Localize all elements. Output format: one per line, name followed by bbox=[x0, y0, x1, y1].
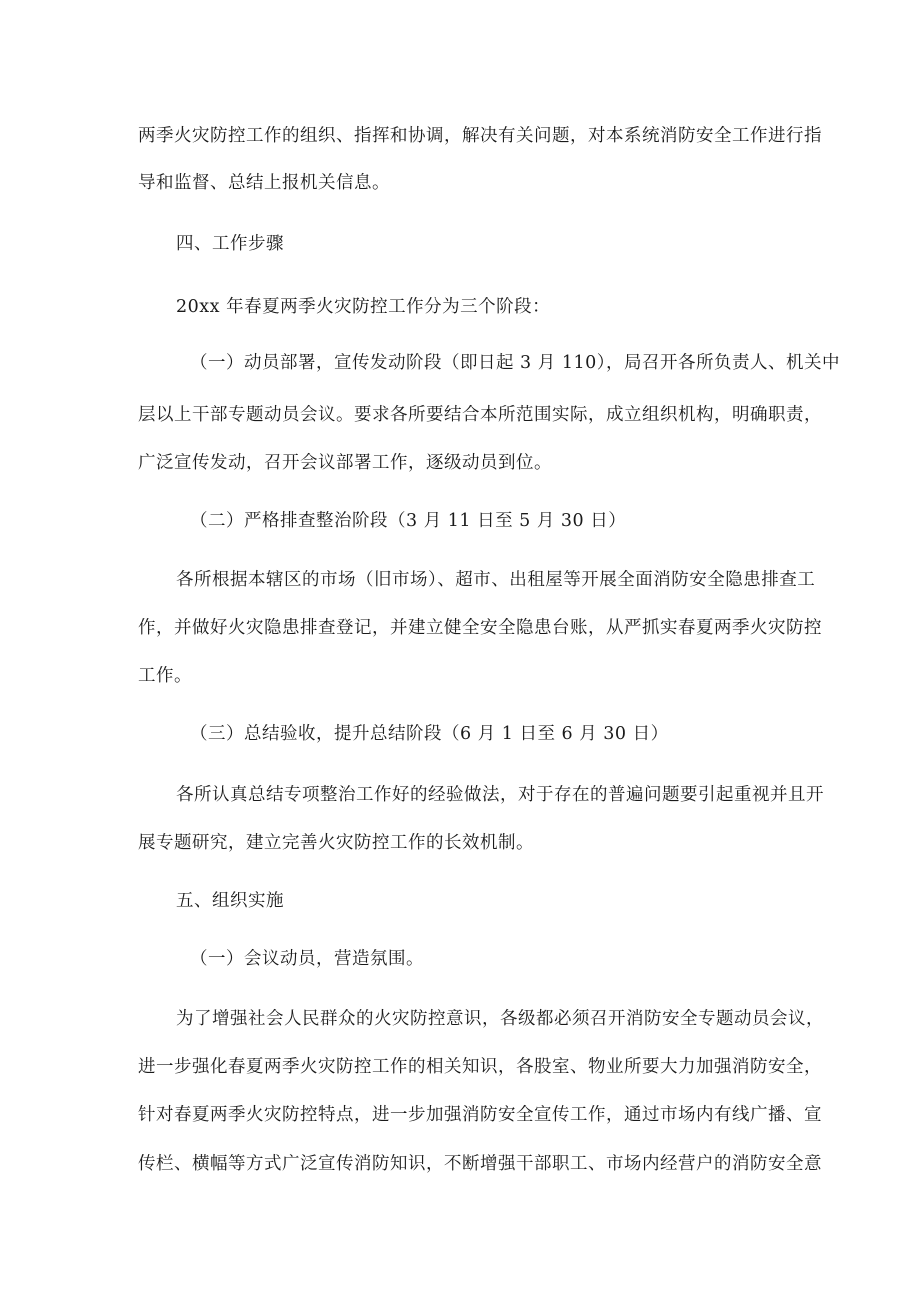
paragraph-line: 广泛宣传发动，召开会议部署工作，逐级动员到位。 bbox=[138, 453, 552, 473]
paragraph-line: 20xx 年春夏两季火灾防控工作分为三个阶段： bbox=[176, 297, 551, 317]
paragraph-line: 导和监督、总结上报机关信息。 bbox=[138, 173, 390, 193]
section-heading-implementation: 五、组织实施 bbox=[176, 891, 284, 911]
subheading-meeting-mobilization: （一）会议动员，营造氛围。 bbox=[190, 949, 424, 969]
paragraph-line: 针对春夏两季火灾防控特点，进一步加强消防安全宣传工作，通过市场内有线广播、宣 bbox=[138, 1105, 822, 1125]
section-heading-work-steps: 四、工作步骤 bbox=[176, 234, 284, 254]
subheading-stage-two: （二）严格排查整治阶段（3 月 11 日至 5 月 30 日） bbox=[190, 511, 627, 531]
paragraph-line: 层以上干部专题动员会议。要求各所要结合本所范围实际，成立组织机构，明确职责， bbox=[138, 405, 822, 425]
paragraph-line: （一）动员部署，宣传发动阶段（即日起 3 月 110），局召开各所负责人、机关中 bbox=[190, 353, 840, 373]
paragraph-line: 各所认真总结专项整治工作好的经验做法，对于存在的普遍问题要引起重视并且开 bbox=[176, 785, 824, 805]
paragraph-line: 工作。 bbox=[138, 666, 192, 686]
paragraph-line: 进一步强化春夏两季火灾防控工作的相关知识，各股室、物业所要大力加强消防安全， bbox=[138, 1057, 822, 1077]
paragraph-line: 展专题研究，建立完善火灾防控工作的长效机制。 bbox=[138, 833, 534, 853]
paragraph-line: 传栏、横幅等方式广泛宣传消防知识，不断增强干部职工、市场内经营户的消防安全意 bbox=[138, 1154, 822, 1174]
subheading-stage-three: （三）总结验收，提升总结阶段（6 月 1 日至 6 月 30 日） bbox=[190, 724, 669, 744]
paragraph-line: 为了增强社会人民群众的火灾防控意识，各级都必须召开消防安全专题动员会议， bbox=[176, 1009, 824, 1029]
paragraph-line: 各所根据本辖区的市场（旧市场）、超市、出租屋等开展全面消防安全隐患排查工 bbox=[176, 570, 816, 590]
paragraph-line: 两季火灾防控工作的组织、指挥和协调，解决有关问题，对本系统消防安全工作进行指 bbox=[138, 126, 822, 146]
paragraph-line: 作，并做好火灾隐患排查登记，并建立健全安全隐患台账，从严抓实春夏两季火灾防控 bbox=[138, 618, 822, 638]
